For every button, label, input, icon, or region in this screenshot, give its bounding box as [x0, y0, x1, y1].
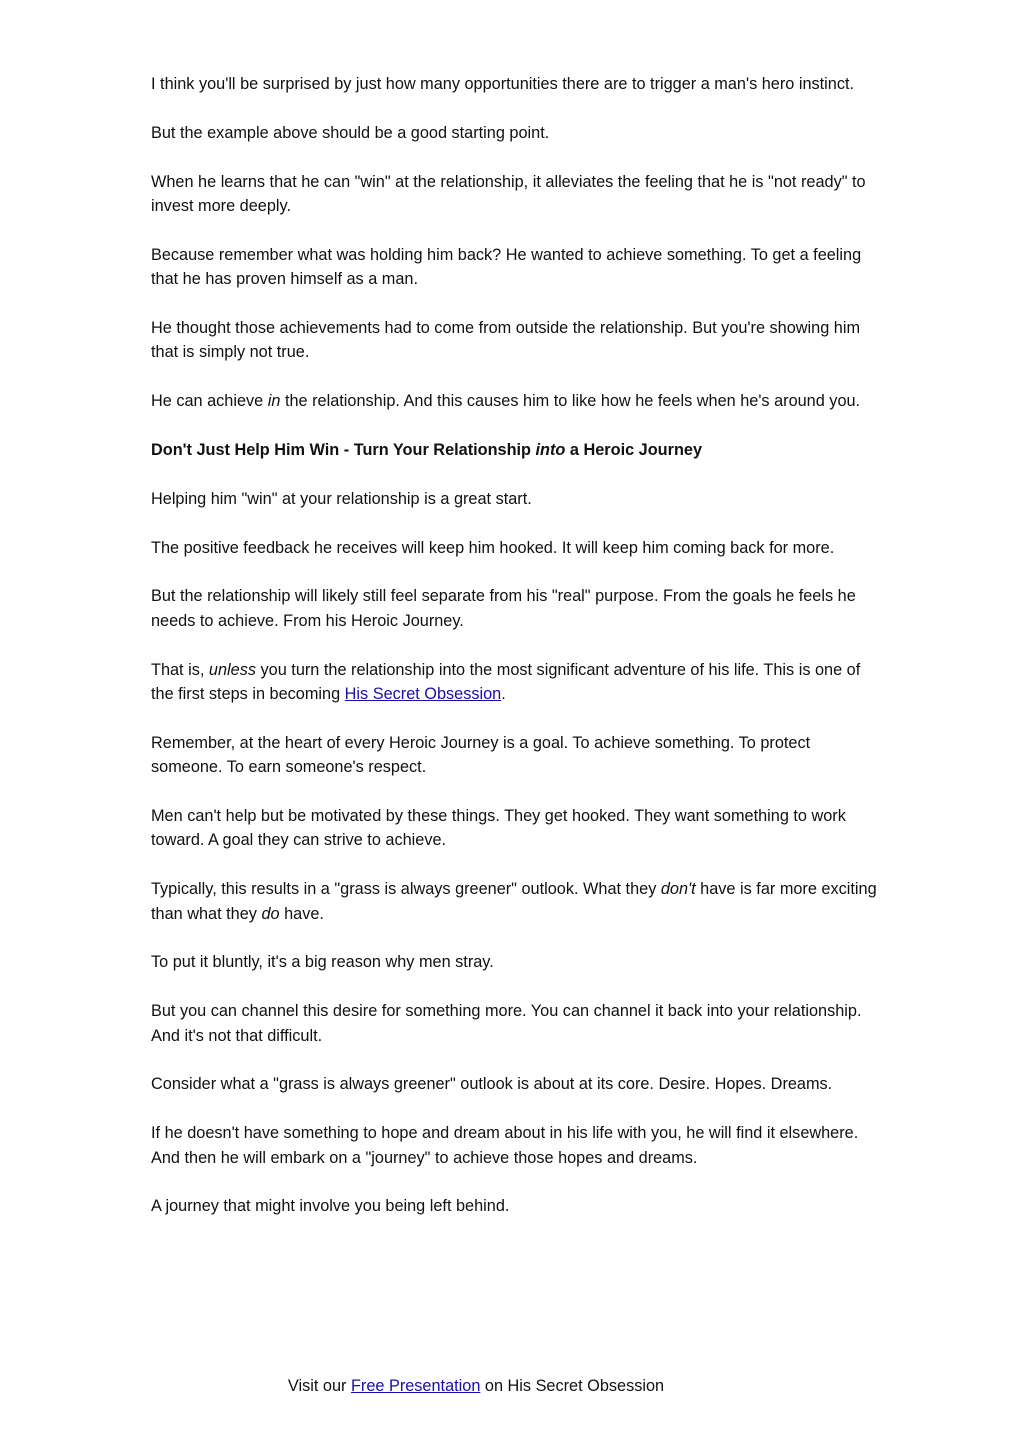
text-run: Typically, this results in a "grass is always greener" outlook. What they: [151, 880, 661, 899]
paragraph-men-stray: To put it bluntly, it's a big reason why men stray.: [151, 953, 494, 972]
paragraph-channel-desire: But you can channel this desire for something more. You can channel it back into your relationship. And it's not that difficult.: [151, 1002, 862, 1045]
paragraph-positive-feedback: The positive feedback he receives will keep him hooked. It will keep him coming back for more.: [151, 538, 835, 557]
paragraph-left-behind: A journey that might involve you being left behind.: [151, 1197, 510, 1216]
footer-suffix: on His Secret Obsession: [480, 1377, 665, 1395]
paragraph-heroic-goal: Remember, at the heart of every Heroic Journey is a goal. To achieve something. To protect someone. To earn someone's respect.: [151, 733, 811, 777]
paragraph-real-purpose: But the relationship will likely still feel separate from his "real" purpose. From the goals he feels he needs to achieve. From his Heroic Journey.: [151, 587, 856, 630]
emphasis-in: in: [267, 392, 281, 411]
text-run: He can achieve: [151, 392, 268, 411]
text-run: That is,: [151, 660, 209, 679]
emphasis-do: do: [261, 904, 280, 923]
footer-prefix: Visit our: [287, 1377, 351, 1395]
emphasis-dont: don't: [660, 880, 696, 899]
paragraph-unless: [151, 658, 881, 707]
heading-emphasis-into: into: [535, 441, 566, 459]
paragraph-holding-back: Because remember what was holding him back? He wanted to achieve something. To get a feeling that he has proven himself as a man.: [151, 245, 862, 289]
paragraph-men-motivated: Men can't help but be motivated by these things. They get hooked. They want something to work toward. A goal they can strive to achieve.: [151, 807, 846, 850]
heading-run: a Heroic Journey: [565, 441, 703, 459]
paragraph-core-desire: Consider what a "grass is always greener" outlook is about at its core. Desire. Hopes. Dreams.: [151, 1075, 833, 1094]
paragraph-great-start: Helping him "win" at your relationship is a great start.: [151, 489, 532, 508]
text-run: have is far more exciting than what they: [151, 880, 877, 923]
paragraph-starting-point: But the example above should be a good starting point.: [151, 123, 550, 142]
text-run: the relationship. And this causes him to like how he feels when he's around you.: [280, 392, 861, 411]
section-heading: [151, 438, 881, 462]
document-body: [151, 72, 881, 1243]
heading-run: Don't Just Help Him Win - Turn Your Relationship: [151, 441, 536, 459]
paragraph-hero-instinct: I think you'll be surprised by just how many opportunities there are to trigger a man's hero instinct.: [151, 75, 855, 93]
paragraph-achievements-outside: He thought those achievements had to come from outside the relationship. But you're showing him that is simply not true.: [151, 319, 861, 362]
footer: [0, 1374, 952, 1398]
text-run: you turn the relationship into the most significant adventure of his life. This is one of the first steps in becoming: [151, 660, 861, 703]
his-secret-obsession-link[interactable]: His Secret Obsession: [344, 685, 502, 703]
paragraph-hope-dream: If he doesn't have something to hope and dream about in his life with you, he will find it elsewhere. And then he will embark on a "journey" to achieve those hopes and dreams.: [151, 1124, 859, 1167]
text-run: .: [501, 685, 506, 703]
paragraph-win-relationship: When he learns that he can "win" at the relationship, it alleviates the feeling that he is "not ready" to invest more deeply.: [151, 172, 866, 215]
free-presentation-link[interactable]: Free Presentation: [350, 1377, 481, 1395]
emphasis-unless: unless: [208, 660, 256, 679]
paragraph-grass-greener: [151, 877, 881, 926]
paragraph-achieve-in: [151, 389, 881, 413]
text-run: have.: [279, 904, 324, 923]
